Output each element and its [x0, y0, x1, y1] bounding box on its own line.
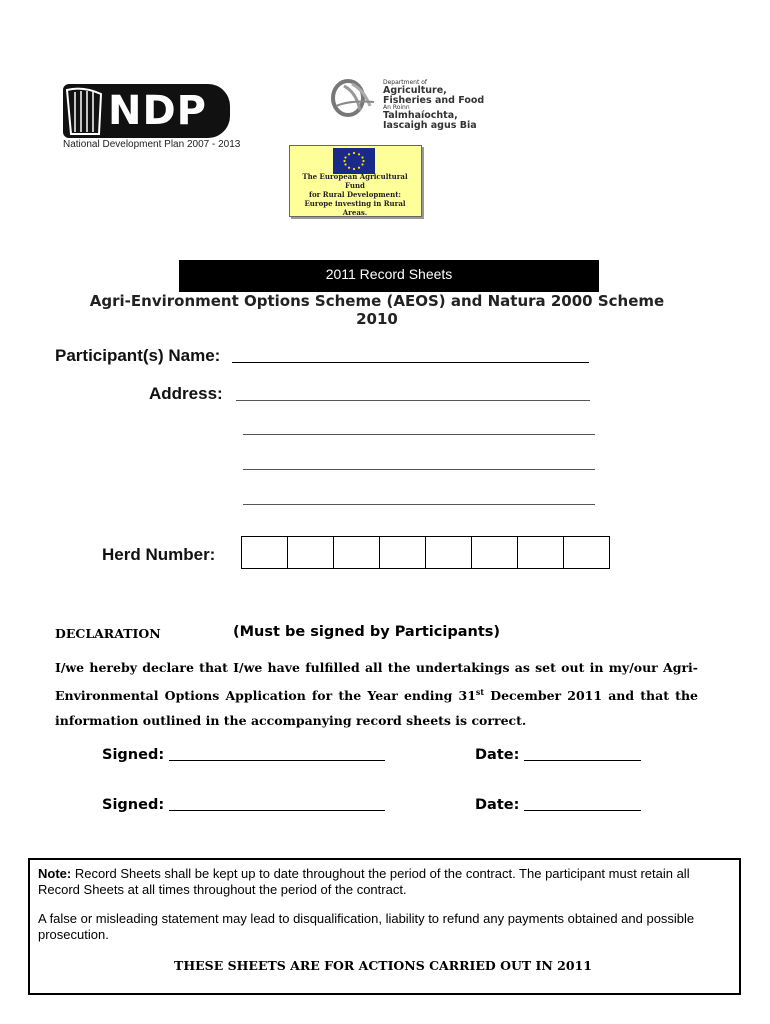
herd-number-label: Herd Number:	[102, 545, 216, 564]
signature-row-2	[102, 797, 385, 813]
department-emblem-icon	[330, 76, 380, 120]
address-field-line-2[interactable]	[243, 434, 595, 435]
date-field-2[interactable]	[524, 810, 641, 811]
signature-field-1[interactable]	[169, 760, 385, 761]
scheme-title-line1: Agri-Environment Options Scheme (AEOS) and Natura 2000 Scheme	[89, 292, 665, 310]
title-bar: 2011 Record Sheets	[179, 260, 599, 292]
dept-line2: Fisheries and Food	[383, 94, 485, 106]
address-field-line-3[interactable]	[243, 469, 595, 470]
eu-flag-icon	[333, 148, 375, 174]
eu-text-line: Fund	[345, 181, 365, 190]
dept-small-top: Department of	[383, 79, 427, 86]
herd-number-digit[interactable]	[518, 537, 564, 569]
declaration-text	[55, 655, 698, 733]
dept-line1: Agriculture,	[383, 85, 447, 96]
participant-name-label: Participant(s) Name:	[55, 346, 221, 365]
herd-number-digit[interactable]	[380, 537, 426, 569]
dept-small-mid: An Roinn	[383, 104, 410, 111]
dept-line3: Talmhaíochta,	[383, 110, 458, 121]
declaration-heading: DECLARATION	[55, 626, 161, 641]
scheme-title-line2: 2010	[356, 310, 398, 328]
dept-line4: Iascaigh agus Bia	[383, 119, 477, 131]
declaration-text-part1: I/we hereby declare that I/we have fulfilled all the undertakings as set out in my/our Agri-Environmental Options Application for the Year ending 31	[55, 660, 698, 704]
declaration-text-part2: December 2011 and that the information outlined in the accompanying record sheets is correct.	[55, 688, 698, 729]
herd-number-digit[interactable]	[426, 537, 472, 569]
date-label: Date:	[475, 797, 520, 813]
eu-text-line: Areas.	[342, 208, 368, 217]
department-logo-text	[383, 80, 523, 130]
herd-number-boxes	[241, 536, 610, 569]
ndp-logo-text: NDP	[108, 88, 207, 134]
eu-text-line: The European Agricultural	[302, 172, 408, 181]
note-paragraph-3: THESE SHEETS ARE FOR ACTIONS CARRIED OUT IN 2011	[174, 958, 592, 973]
date-field-1[interactable]	[524, 760, 641, 761]
eu-text-line: Europe investing in Rural	[304, 199, 406, 208]
note-label: Note:	[38, 866, 72, 881]
declaration-signing-note: (Must be signed by Participants)	[233, 624, 501, 640]
ndp-caption: National Development Plan 2007 - 2013	[63, 139, 241, 150]
declaration-text-sup: st	[475, 687, 485, 697]
eu-text-line: for Rural Development:	[308, 190, 402, 199]
address-label: Address:	[149, 384, 223, 403]
scheme-title	[60, 292, 694, 328]
herd-number-digit[interactable]	[564, 537, 610, 569]
herd-number-digit[interactable]	[472, 537, 518, 569]
date-label: Date:	[475, 747, 520, 763]
note-paragraph-1	[38, 866, 728, 898]
date-row-2	[475, 797, 641, 813]
signed-label: Signed:	[102, 797, 165, 813]
address-field-line-4[interactable]	[243, 504, 595, 505]
signature-row-1	[102, 747, 385, 763]
herd-number-digit[interactable]	[242, 537, 288, 569]
herd-number-digit[interactable]	[334, 537, 380, 569]
note-text-1: Record Sheets shall be kept up to date throughout the period of the contract. The participant must retain all Record Sheets at all times throughout the period of the contract.	[38, 866, 690, 897]
participant-name-field[interactable]	[232, 362, 589, 363]
date-row-1	[475, 747, 641, 763]
harp-icon	[63, 84, 109, 138]
eu-funding-text	[292, 172, 418, 217]
herd-number-digit[interactable]	[288, 537, 334, 569]
signature-field-2[interactable]	[169, 810, 385, 811]
address-field-line-1[interactable]	[236, 400, 590, 401]
note-paragraph-2: A false or misleading statement may lead to disqualification, liability to refund any payments obtained and possible prosecution.	[38, 911, 695, 942]
signed-label: Signed:	[102, 747, 165, 763]
